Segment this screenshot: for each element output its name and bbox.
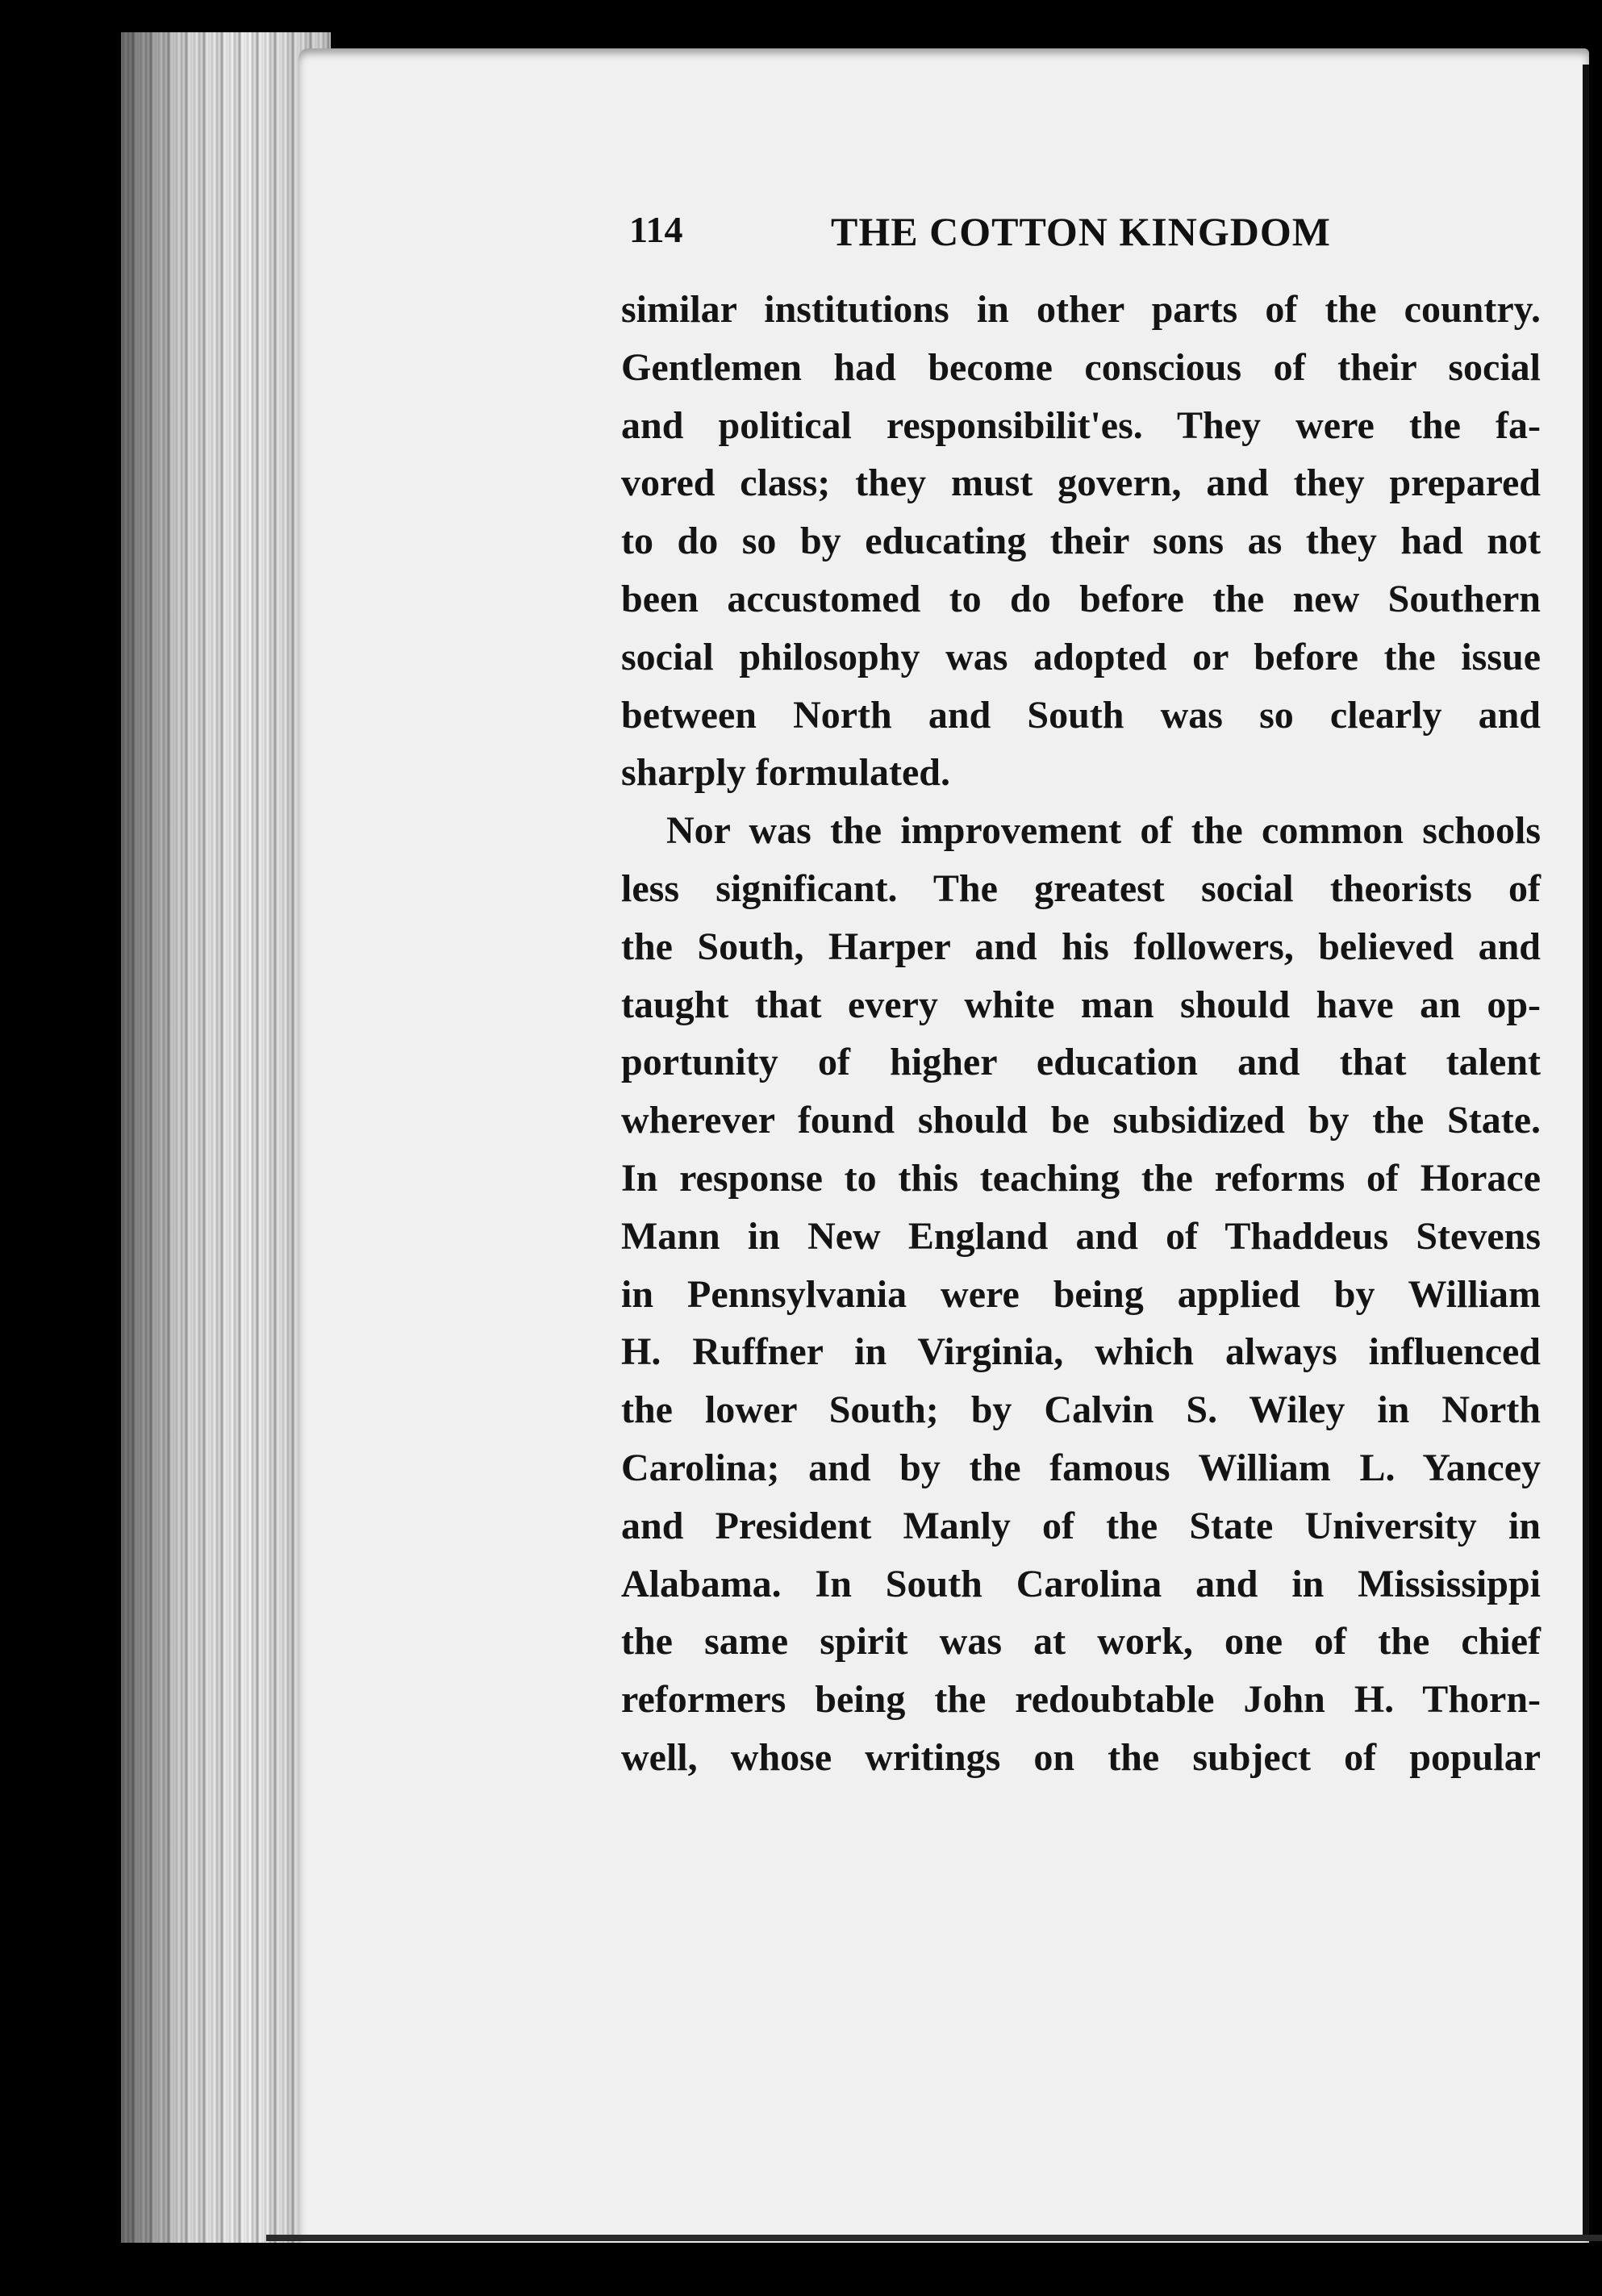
text-line: been accustomed to do before the new Southern	[621, 577, 1541, 620]
running-head	[629, 208, 1533, 273]
text-line: Alabama. In South Carolina and in Mississippi	[621, 1562, 1541, 1605]
text-line: H. Ruffner in Virginia, which always influenced	[621, 1330, 1541, 1374]
page-bottom-edge	[266, 2235, 1602, 2241]
text-line: vored class; they must govern, and they prepared	[621, 461, 1541, 505]
text-line: Gentlemen had become conscious of their social	[621, 345, 1541, 389]
text-line: sharply formulated.	[621, 751, 950, 795]
text-line: and President Manly of the State University in	[621, 1504, 1541, 1547]
text-line: less significant. The greatest social theorists of	[621, 866, 1541, 910]
text-line: reformers being the redoubtable John H. Thorn-	[621, 1678, 1541, 1722]
text-line: Carolina; and by the famous William L. Yancey	[621, 1446, 1541, 1489]
text-line: portunity of higher education and that talent	[621, 1041, 1541, 1084]
paragraph-2	[621, 802, 1541, 1787]
text-line: in Pennsylvania were being applied by William	[621, 1272, 1541, 1316]
text-line: similar institutions in other parts of the country.	[621, 288, 1541, 331]
text-line: Mann in New England and of Thaddeus Stevens	[621, 1214, 1541, 1258]
text-line: wherever found should be subsidized by the State.	[621, 1099, 1541, 1142]
text-line: social philosophy was adopted or before the issue	[621, 635, 1541, 678]
text-line: well, whose writings on the subject of popular	[621, 1735, 1541, 1779]
page-number: 114	[629, 209, 683, 250]
text-line: the same spirit was at work, one of the chief	[621, 1620, 1541, 1664]
text-line: In response to this teaching the reforms of Horace	[621, 1156, 1541, 1200]
text-line: Nor was the improvement of the common schools	[666, 809, 1541, 853]
text-line: taught that every white man should have an op-	[621, 983, 1541, 1026]
text-line: the lower South; by Calvin S. Wiley in North	[621, 1388, 1541, 1432]
paragraph-1	[621, 281, 1541, 802]
text-line: the South, Harper and his followers, believed and	[621, 925, 1541, 968]
text-line: to do so by educating their sons as they had not	[621, 520, 1541, 563]
text-line: and political responsibilit'es. They were the fa-	[621, 403, 1541, 447]
running-title: THE COTTON KINGDOM	[831, 209, 1331, 254]
page-right-edge	[1583, 65, 1589, 2235]
body-text	[621, 281, 1541, 1787]
text-line: between North and South was so clearly and	[621, 693, 1541, 737]
